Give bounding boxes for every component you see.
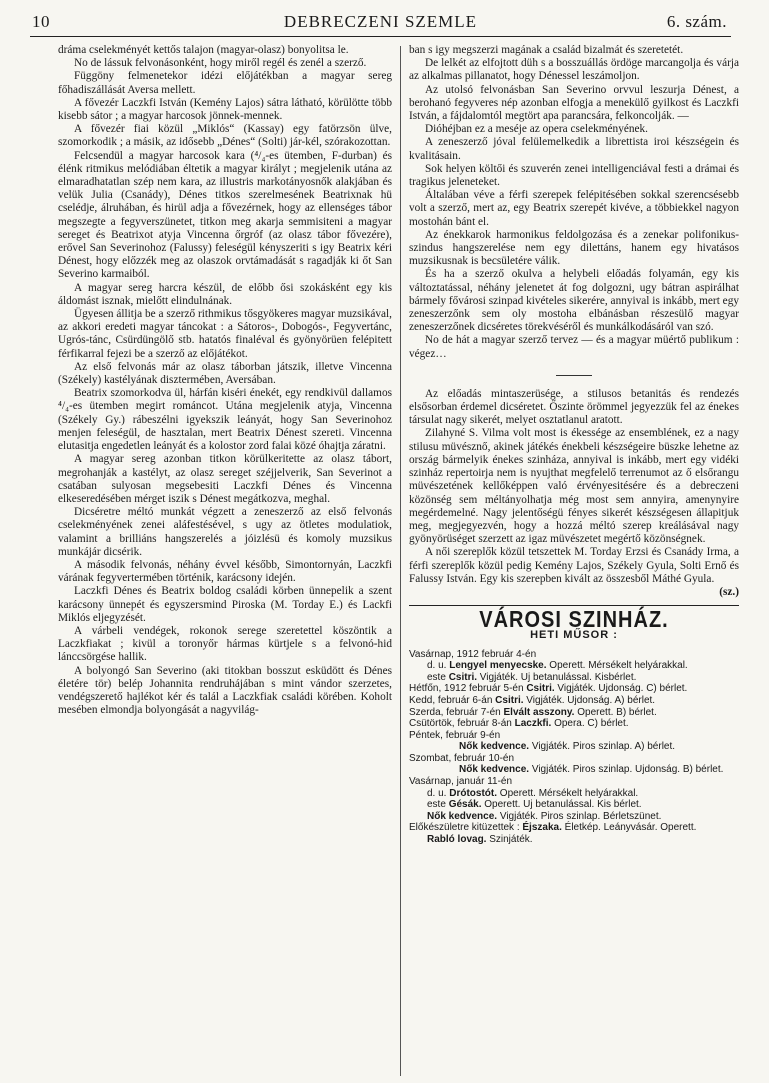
program-row <box>409 764 739 776</box>
paragraph: És ha a szerző okulva a helybeli előadás folyamán, egy kis változtatással, néhány jelenetet át fog dolgozni, ugy bátran aspirálhat bármely fővárosi szinpad kivételes sikerére, annyival is inkább, mert egy zeneszerzőnk sem oly mostoha elbánásban részesülő magyar zeneszerzőnek dicséretes törekvéséről és munkálkodásáról van szó. <box>409 268 739 334</box>
program-text: Szombat, február 10-én <box>409 752 515 764</box>
play-title: Csitri. <box>526 683 555 695</box>
paragraph: A bolyongó San Severino (aki titokban bosszut esküdött és Dénes életére tör) belép Johannita rendruhájában s mint vándor szerzetes, vendégszerető hajlékot kér és talál a Laczkfiak családi körében. Koholt mesében elmondja bolyongását a nagyvilág- <box>58 664 392 717</box>
program-text: d. u. <box>427 660 450 672</box>
program-row <box>409 695 739 707</box>
program-row <box>409 660 739 672</box>
paragraph: Függöny felmenetekor idézi előjátékban a magyar sereg főhadiszállását Aversa mellett. <box>58 70 392 96</box>
program-text: Vasárnap, január 11-én <box>409 776 513 788</box>
page-number: 10 <box>32 12 50 31</box>
paragraph: Az előadás mintaszerüsége, a stilusos betanitás és rendezés elsősorban érdemel dicséretet. Őszinte örömmel jegyezzük fel az énekes társulat nagy sikerét, melyet osztatlanul aratott. <box>409 387 739 427</box>
program-row <box>409 753 739 765</box>
page-header <box>30 8 731 37</box>
play-title: Elvált asszony. <box>503 706 575 718</box>
program-details: Opera. C) bérlet. <box>551 718 629 730</box>
program-row <box>409 822 739 834</box>
paragraph: Általában véve a férfi szerepek felépitésében sokkal szerencsésebb volt a szerző, mert az, egy Beatrix szerepét kivéve, a többiekkel nagyon mostohán bánt el. <box>409 189 739 228</box>
right-column <box>409 44 739 846</box>
paragraph: Zilahyné S. Vilma volt most is ékessége az ensemblének, ez a nagy stilusu müvésznő, akinek játékés énekbeli készségeire büszke lehetne az ország bármelyik énekes szinháza, annyival is inkább, mert egy vidéki szinház repertoirja nem is nyujthat megfelelő terrenumot az ő elsőrangu müvészetének kellőképpen való érvényesitésére és a debreczeni közönség sem méltányolhatja még most sem annyira, amenynyire megérdemelné. Nagy jelentőségü fényes sikerét készségesen állapitjuk meg, megjegyezvén, hogy a hozzá méltó szerep kreálásával nagy gyönyörüséget szerzett az igaz müvészetet megértő közönségnek. <box>409 427 739 546</box>
paragraph: Dióhéjban ez a meséje az opera cselekményének. <box>425 123 648 136</box>
program-text: este <box>427 799 449 811</box>
play-title: Csitri. <box>495 694 524 706</box>
paragraph: A magyar sereg azonban titkon körülkeritette az olasz tábort, megrohanják a kastélyt, az olasz sereget széjjelverik, San Severinot a csatában sulyosan megsebesiti Laczkfi Dénes és Vincenna elkeseredésében mérget iszik s Dénest megátkozva, meghal. <box>58 453 392 505</box>
paragraph: De lelkét az elfojtott düh s a bosszuállás ördöge marcangolja és várja az alkalmas pillanatot, hogy Dénessel leszámoljon. <box>409 57 739 83</box>
paragraph: Beatrix szomorkodva ül, hárfán kiséri énekét, egy rendkivül dallamos ⁴/₄-es ütemben megirt románcot. Utána megjelenik atyja, Vincenna (Székely Gy.) rábeszélni igyekszik leányát, hogy San Severinohoz menjen feleségül, de hasztalan, mert Beatrix Dénest szereti. Vincenna elutasitja engedetlen leányát és a kolostor zord falai közé óhajtja záratni. <box>58 387 392 453</box>
program-details: Vigjáték. Piros szinlap. Ujdonság. B) bérlet. <box>529 764 724 776</box>
paragraph: Az első felvonás már az olasz táborban játszik, illetve Vincenna (Székely) kastélyának disztermében, Aversában. <box>58 360 392 387</box>
paragraph: A női szereplők közül tetszettek M. Torday Erzsi és Csanády Irma, a férfi szereplők közül pedig Kemény Lajos, Székely Gyula, Solti Ernő és Falussy István. Egy kis szerepben kivált az összesből Máthé Gyula. <box>409 546 739 585</box>
play-title: Rabló lovag. <box>427 834 487 846</box>
weekly-program-label: HETI MŰSOR : <box>530 629 618 642</box>
play-title: Gésák. <box>448 799 482 811</box>
program-row <box>409 718 739 730</box>
issue-number: 6. szám. <box>666 12 727 31</box>
play-title: Csitri. <box>448 671 478 683</box>
paragraph: A zeneszerző jóval felülemelkedik a librettista iroi készségein és kvalitásain. <box>409 136 739 162</box>
section-separator <box>556 375 592 376</box>
play-title: Nők kedvence. <box>459 741 530 753</box>
play-title: Lengyel menyecske. <box>449 660 547 672</box>
paragraph: A magyar sereg harcra készül, de előbb ősi szokásként egy kis áldomást isznak, mielőtt elindulnának. <box>58 281 392 307</box>
program-details: Életkép. Leányvásár. Operett. <box>561 822 697 834</box>
play-title: Laczkfi. <box>514 718 552 730</box>
paragraph: Dicséretre méltó munkát végzett a zeneszerző az első felvonás cselekményének zenei aláfestésével, s ugy az ötletes modulatiok, valamint a brilliáns hangszerelés a jóizlésü és komoly muzsikus munkájár dicsérik. <box>58 506 392 558</box>
paragraph: ban s igy megszerzi magának a család bizalmát és szeretetét. <box>409 44 684 56</box>
program-details: Vigjáték. Piros szinlap. Bérletszünet. <box>497 810 662 822</box>
program-row <box>409 776 739 788</box>
play-title: Nők kedvence. <box>459 764 530 776</box>
theater-separator <box>409 605 739 606</box>
program-row <box>409 649 739 661</box>
play-title: Drótostót. <box>449 787 498 799</box>
play-title: Nők kedvence. <box>427 810 498 822</box>
paragraph: A várbeli vendégek, rokonok serege szeretettel köszöntik a Laczkfiakat ; kivül a toronyőr hármas kürtjele s a felvonó-hid lánccsörgése hallik. <box>58 624 392 664</box>
play-title: Éjszaka. <box>522 822 562 834</box>
program-row <box>409 672 739 684</box>
program-row <box>409 707 739 719</box>
theater-title: VÁROSI SZINHÁZ. <box>479 607 669 633</box>
program-row <box>409 799 739 811</box>
paragraph: Felcsendül a magyar harcosok kara (⁴/₄-es ütemben, F-durban) és élénk ritmikus melódiában éltetik a magyar királyt ; megjelenik utána az elmaradhatatlan szép nem kara, az illustris markotányosnők alakjában és velük Julia (Csanády), Dénes titkos szerelmesének Beatrixnak hü cselédje, álruhában, és hirül adja a fővezérnek, hogy az ellenséges tábor megszegte a fegyverszünetet, titkon meg akarja semmisiteni a magyar sereget és Beatrixot atyja Vincenna őrgróf (az olasz tábor fővezére), erővel San Severinohoz (Falussy) feleségül kényszeriti s igy Beatrix kéri Dénest, hogy előzzék meg az olaszok orvtámadását s ragadják ki őt San Severino karmaiból. <box>58 149 392 281</box>
program-details: Operett. Mérsékelt helyárakkal. <box>546 660 688 672</box>
program-details: Vigjáték. Piros szinlap. A) bérlet. <box>529 741 676 753</box>
column-divider <box>400 46 401 1076</box>
program-row <box>409 741 739 753</box>
program-text: Csütörtök, február 8-án <box>409 718 515 730</box>
left-column <box>58 44 392 717</box>
paragraph: Az énekkarok harmonikus feldolgozása és a zenekar polifonikus-szindus hangszerelése nem egy dilettáns, hanem egy hivatásos muzsikusnak is becsületére válik. <box>409 228 739 268</box>
paragraph: No de lássuk felvonásonként, hogy miről regél és zenél a szerző. <box>74 57 367 70</box>
weekly-program <box>409 649 739 846</box>
paragraph: Az utolsó felvonásban San Severino orvvul leszurja Dénest, a berohanó fegyveres nép azonban elfogja a menekülő gyilkost és Laczkfi István, a fájdalomtól megtört apa parancsára, felkoncolják. — <box>409 83 739 123</box>
program-details: Operett. Uj betanulással. Kis bérlet. <box>481 799 642 811</box>
review-signature: (sz.) <box>719 585 739 598</box>
paragraph: No de hát a magyar szerző tervez — és a magyar müértő publikum : végez… <box>409 334 739 360</box>
paragraph: Ügyesen állitja be a szerző rithmikus tősgyökeres magyar muzsikával, az akkori eredeti magyar táncokat : a Sátoros-, Dobogós-, Fegyvertánc, Ugrós-tánc, Csürdüngölő stb. hatatós finaléval és gyönyörüen felépitett férfikarral fejezi be a szerző az előjátékot. <box>58 308 392 360</box>
program-details: Operett. B) bérlet. <box>574 706 657 718</box>
program-text: este <box>427 671 449 683</box>
paragraph: A fővezér fiai közül „Miklós“ (Kassay) egy fatörzsön ülve, szomorkodik ; a másik, az idősebb „Dénes“ (Solti) jár-kél, szórakozottan. <box>58 123 392 149</box>
program-details: Vigjáték. Ujdonság. A) bérlet. <box>523 694 656 706</box>
program-text: Vasárnap, 1912 február 4-én <box>409 648 537 660</box>
paragraph: Laczkfi Dénes és Beatrix boldog családi körben ünnepelik a szent karácsony ünnepét és egyszersmind Piroska (M. Torday E.) és Lackfi Miklós eljegyzését. <box>58 585 392 624</box>
paragraph: dráma cselekményét kettős talajon (magyar-olasz) bonyolitsa le. <box>58 44 349 56</box>
program-details: Vigjáték. Uj betanulással. Kisbérlet. <box>477 671 637 683</box>
program-row <box>409 834 739 846</box>
program-row <box>409 683 739 695</box>
program-details: Vigjáték. Ujdonság. C) bérlet. <box>554 683 688 695</box>
program-details: Szinjáték. <box>486 834 533 846</box>
program-details: Operett. Mérsékelt helyárakkal. <box>497 787 639 799</box>
program-row <box>409 811 739 823</box>
program-text: Péntek, február 9-én <box>409 729 501 741</box>
program-row <box>409 730 739 742</box>
program-text: Kedd, február 6-án <box>409 694 496 706</box>
performance-review <box>409 388 739 586</box>
paragraph: A fővezér Laczkfi István (Kemény Lajos) sátra látható, körülötte több kisebb sátor ; a magyar harcosok jönnek-mennek. <box>58 96 392 123</box>
journal-title: DEBRECZENI SZEMLE <box>283 12 478 31</box>
opera-review-continued <box>409 44 739 361</box>
program-text: Hétfőn, 1912 február 5-én <box>409 683 527 695</box>
program-text: Szerda, február 7-én <box>409 706 504 718</box>
program-text: Előkészületre kitüzettek : <box>409 822 523 834</box>
paragraph: Sok helyen költői és szuverén zenei intelligenciával festi a drámai és tragikus jeleneteket. <box>409 162 739 189</box>
program-text: d. u. <box>427 787 450 799</box>
program-row <box>409 788 739 800</box>
paragraph: A második felvonás, néhány évvel később, Simontornyán, Laczkfi várának fegyvertermében történik, karácsony idején. <box>58 558 392 585</box>
